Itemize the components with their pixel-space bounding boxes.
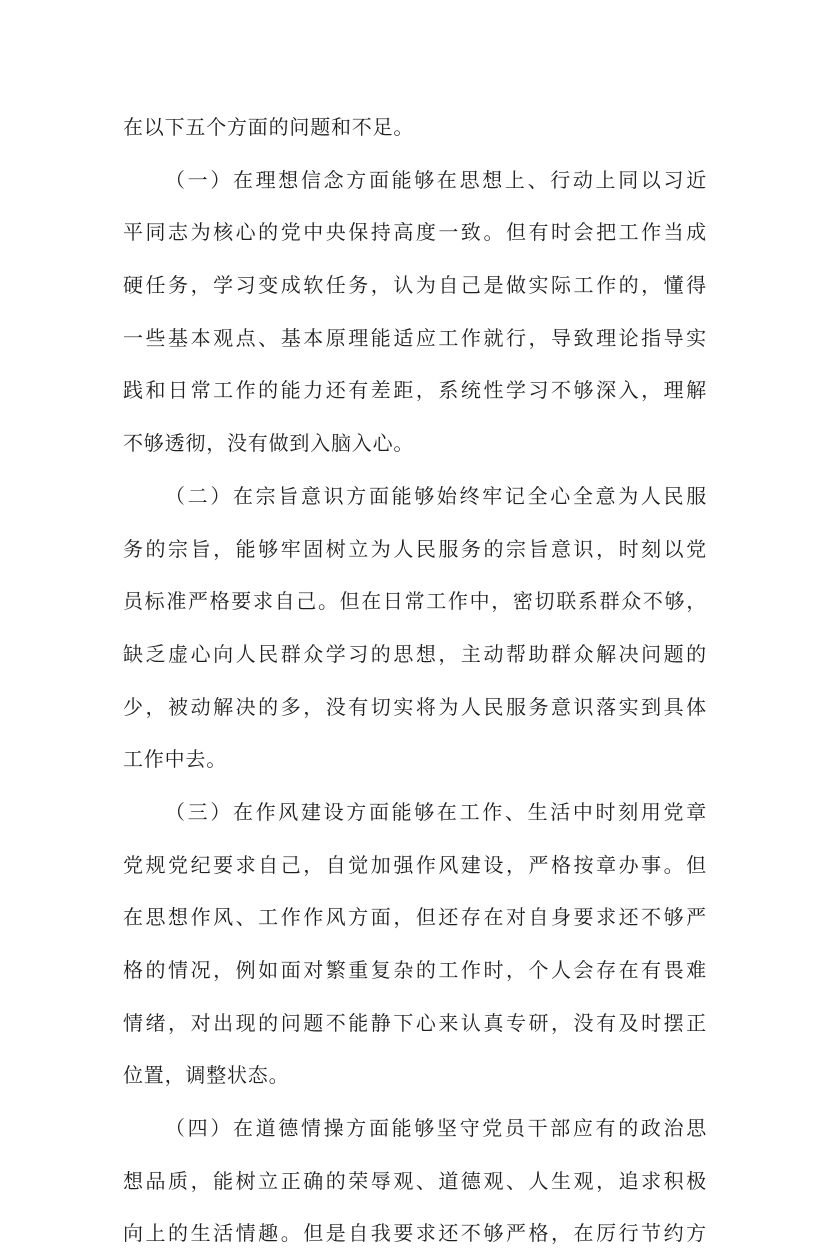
text-line: 缺乏虚心向人民群众学习的思想，主动帮助群众解决问题的 [123, 641, 707, 666]
text-line: 位置，调整状态。 [123, 1063, 290, 1088]
text-line: （三）在作风建设方面能够在工作、生活中时刻用党章 [165, 799, 707, 824]
text-line: 平同志为核心的党中央保持高度一致。但有时会把工作当成 [123, 220, 707, 245]
text-line: （四）在道德情操方面能够坚守党员干部应有的政治思 [165, 1116, 707, 1141]
text-line: 践和日常工作的能力还有差距，系统性学习不够深入，理解 [123, 378, 707, 403]
text-line: 不够透彻，没有做到入脑入心。 [123, 431, 415, 456]
text-line: 格的情况，例如面对繁重复杂的工作时，个人会存在有畏难 [123, 958, 707, 982]
text-line: 硬任务，学习变成软任务，认为自己是做实际工作的，懂得 [123, 273, 707, 298]
text-line: 向上的生活情趣。但是自我要求还不够严格，在厉行节约方 [123, 1221, 707, 1246]
text-line: 在思想作风、工作作风方面，但还存在对自身要求还不够严 [123, 905, 707, 930]
text-line: 在以下五个方面的问题和不足。 [123, 115, 415, 139]
document-body [123, 101, 707, 1260]
text-line: 情绪，对出现的问题不能静下心来认真专研，没有及时摆正 [123, 1010, 707, 1035]
text-line: 务的宗旨，能够牢固树立为人民服务的宗旨意识，时刻以党 [123, 536, 707, 561]
text-line: 党规党纪要求自己，自觉加强作风建设，严格按章办事。但 [123, 852, 707, 877]
text-line: 少，被动解决的多，没有切实将为人民服务意识落实到具体 [123, 694, 707, 719]
text-line: （二）在宗旨意识方面能够始终牢记全心全意为人民服 [165, 483, 707, 508]
text-line: 想品质，能树立正确的荣辱观、道德观、人生观，追求积极 [123, 1168, 707, 1193]
text-line: （一）在理想信念方面能够在思想上、行动上同以习近 [165, 167, 707, 192]
text-line: 员标准严格要求自己。但在日常工作中，密切联系群众不够， [123, 589, 707, 614]
text-line: 一些基本观点、基本原理能适应工作就行，导致理论指导实 [123, 325, 707, 350]
text-line: 工作中去。 [123, 747, 227, 772]
